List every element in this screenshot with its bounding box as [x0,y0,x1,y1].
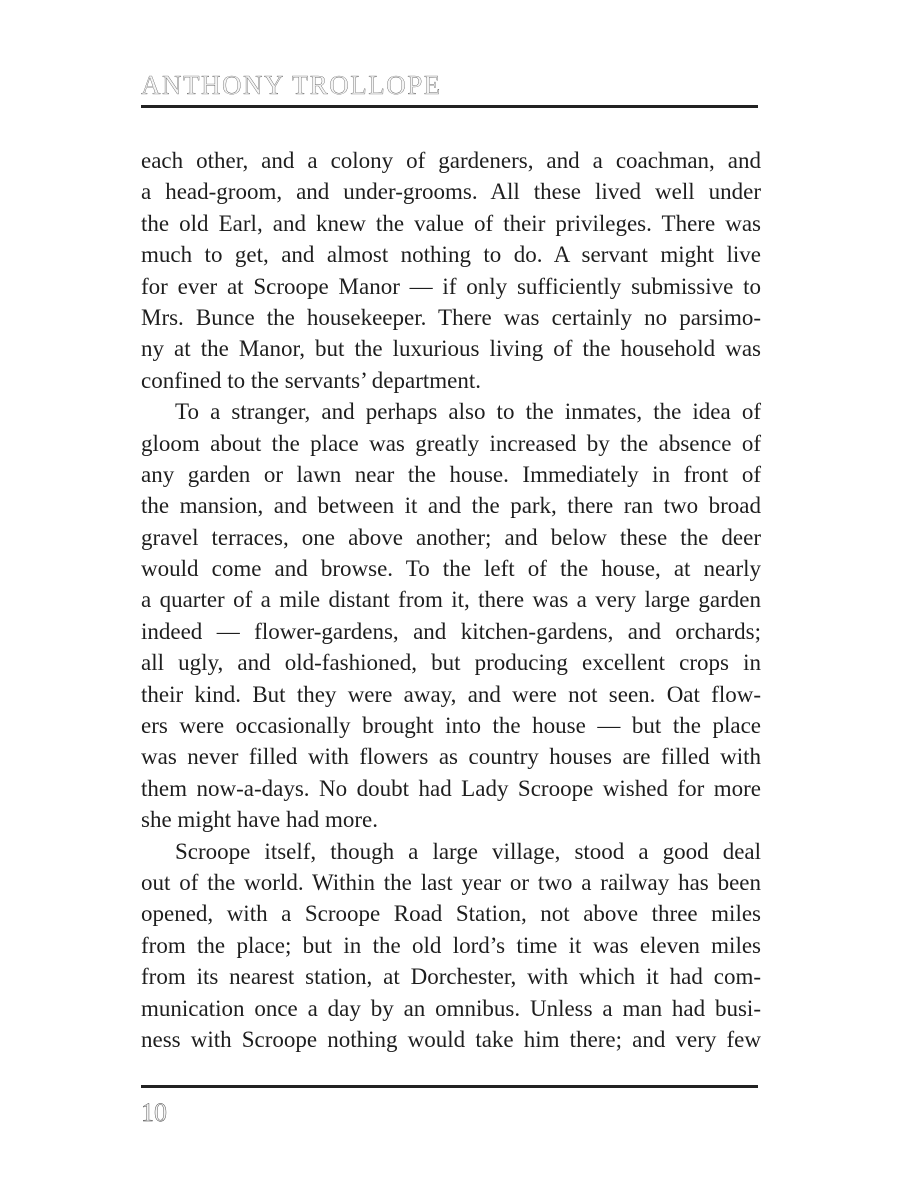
text-line: all ugly, and old-fashioned, but producing excellent crops in [141,650,761,676]
text-line: much to get, and almost nothing to do. A servant might live [141,242,761,268]
text-line: Mrs. Bunce the housekeeper. There was certainly no parsimo- [141,304,761,330]
text-line: from the place; but in the old lord’s time it was eleven miles [141,932,761,958]
text-line: munication once a day by an omnibus. Unless a man had busi- [141,995,761,1021]
header-rule [141,105,758,108]
text-line: gloom about the place was greatly increased by the absence of [141,430,761,456]
text-line: Scroope itself, though a large village, stood a good deal [175,838,761,864]
page-number: 10 [141,1098,167,1127]
text-line: a quarter of a mile distant from it, there was a very large garden [141,587,761,613]
text-line: she might have had more. [141,807,378,833]
text-line: would come and browse. To the left of the house, at nearly [141,556,761,582]
text-line: from its nearest station, at Dorchester, with which it had com- [141,964,761,990]
text-line: a head-groom, and under-grooms. All these lived well under [141,179,761,205]
text-line: gravel terraces, one above another; and below these the deer [141,524,761,550]
text-line: each other, and a colony of gardeners, and a coachman, and [141,148,761,173]
text-line: was never filled with flowers as country houses are filled with [141,744,761,770]
text-line: To a stranger, and perhaps also to the inmates, the idea of [175,399,761,425]
paragraph-3 [141,836,761,1056]
text-line: their kind. But they were away, and were not seen. Oat flow- [141,681,761,707]
text-line: opened, with a Scroope Road Station, not above three miles [141,901,761,927]
text-line: ers were occasionally brought into the house — but the place [141,713,761,739]
running-head: ANTHONY TROLLOPE [141,70,442,100]
text-line: the old Earl, and knew the value of their privileges. There was [141,210,761,236]
text-line: any garden or lawn near the house. Immediately in front of [141,461,761,487]
text-line: confined to the servants’ department. [141,367,481,393]
paragraph-2 [141,396,761,835]
text-line: for ever at Scroope Manor — if only sufficiently submissive to [141,273,761,299]
text-line: ny at the Manor, but the luxurious living of the household was [141,336,761,362]
text-line: indeed — flower-gardens, and kitchen-gardens, and orchards; [141,618,761,644]
paragraph-1 [141,145,761,396]
body-text [141,145,761,1055]
text-line: the mansion, and between it and the park, there ran two broad [141,493,761,519]
text-line: ness with Scroope nothing would take him there; and very few [141,1026,761,1052]
footer-rule [141,1085,758,1088]
text-line: them now-a-days. No doubt had Lady Scroope wished for more [141,775,761,801]
text-line: out of the world. Within the last year or two a railway has been [141,869,761,895]
